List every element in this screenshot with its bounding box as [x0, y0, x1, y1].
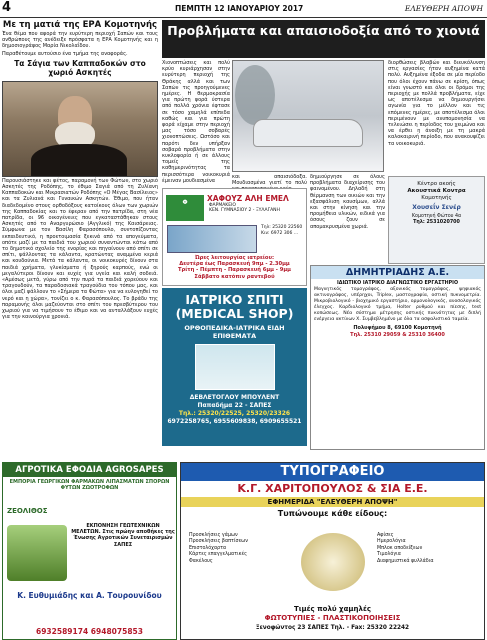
- left-article-intro2: Παραθέτουμε αυτούσιο ένα τμήμα της αναφοράς.: [2, 50, 128, 57]
- medical-shop-owner: ΔΕΒΛΕΤΟΓΛΟΥ ΜΠΟΥΛΕΝΤ: [189, 394, 280, 401]
- print-tagline: Τυπώνουμε κάθε είδους:: [277, 509, 388, 518]
- clinic-hours-title: Ώρες λειτουργίας ιατρείου:: [194, 255, 275, 261]
- dimitriadis-title: ΔΗΜΗΤΡΙΑΔΗΣ Α.Ε.: [311, 266, 484, 279]
- agrosapes-ad: [2, 462, 177, 640]
- hearing-phone: Τηλ: 2531020700: [413, 220, 460, 225]
- print-company: Κ.Γ. ΧΑΡΙΤΟΠΟΥΛΟΣ & ΣΙΑ Ε.Ε.: [237, 482, 428, 495]
- print-copies: ΦΩΤΟΤΥΠΙΕΣ - ΠΛΑΣΤΙΚΟΠΟΙΗΣΕΙΣ: [264, 614, 401, 622]
- medical-shop-ad: [162, 288, 307, 446]
- clinic-hours: [163, 255, 306, 280]
- list-item: Φακέλους: [189, 558, 213, 564]
- agro-subtitle: ΕΜΠΟΡΙΑ ΓΕΩΡΓΙΚΩΝ ΦΑΡΜΑΚΩΝ ΛΙΠΑΣΜΑΤΩΝ ΣΠΟΡΩΝ ΦΥΤΩΝ ΖΩΟΤΡΟΦΩΝ: [9, 479, 170, 491]
- print-footer: Ξενοφώντος 23 ΣΑΠΕΣ Τηλ. - Fax: 25320 22242: [255, 625, 410, 631]
- print-newspaper: ΕΦΗΜΕΡΙΔΑ "ΕΛΕΥΘΕΡΗ ΑΠΟΨΗ": [181, 497, 484, 507]
- agro-zeolite-label: ΖΕΟΛΙΘΟΣ: [7, 507, 48, 515]
- main-headline-banner: [162, 20, 485, 58]
- main-article-col2b-text: δημιούργησε σε όλους προβλήματα διαχείρισης του φαινομένου. Δηλαδή στη θέρμανση των οικιών και την εξασφάλιση καυσίμων, αλλά και στην κίνηση και την προμήθεια υλικών, ειδικά για όσους ζουν σε απομακρυσμένα χωριά.: [310, 174, 385, 230]
- list-item: Προσκλήσεις γάμων: [189, 533, 238, 538]
- agro-image: [7, 525, 67, 581]
- print-price-line: Τιμές πολύ χαμηλές: [293, 605, 371, 613]
- print-title: ΤΥΠΟΓΡΑΦΕΙΟ: [181, 463, 484, 481]
- hearing-line3: Κομοτηνής: [421, 195, 452, 201]
- pharmacy-type: ΦΑΡΜΑΚΕΙΟ: [209, 203, 236, 208]
- medical-shop-phone: Τηλ.: 25320/22525, 25320/23326: [178, 409, 291, 417]
- list-item: Διαφημιστικά φυλλάδια: [377, 558, 434, 564]
- list-item: Προσκλήσεις βαπτίσεων: [189, 539, 248, 545]
- main-article-col2b: [310, 174, 385, 230]
- medical-shop-title: ΙΑΤΡΙΚΟ ΣΠΙΤΙ (MEDICAL SHOP): [175, 292, 294, 321]
- print-list-1: [189, 533, 248, 565]
- medical-shop-image: [195, 344, 275, 390]
- left-article-intro: Ένα θέμα που αφορά την ευρύτερη περιοχή Σαπών και τους ανθρώπους της ανέδειξε πρόσφατα η ΕΡΑ Κομοτηνής και η δημοσιογράφος Μαρία Νικολαΐδου.: [2, 31, 158, 50]
- dimitriadis-subtitle: ΙΔΙΩΤΙΚΟ ΙΑΤΡΙΚΟ ΔΙΑΓΝΩΣΤΙΚΟ ΕΡΓΑΣΤΗΡΙΟ: [336, 281, 459, 286]
- main-article-col2-text: και απαισιόδοξα. Μουδιασμένα γιατί το πολύ: [232, 174, 307, 187]
- medical-shop-address: Παπαδήμα 22 - ΣΑΠΕΣ: [197, 401, 272, 409]
- issue-date: ΠΕΜΠΤΗ 12 ΙΑΝΟΥΑΡΙΟΥ 2017: [175, 4, 304, 13]
- list-item: Ημερολόγια: [377, 539, 406, 545]
- medical-shop-subtitle: ΟΡΘΟΠΕΔΙΚΑ-ΙΑΤΡΙΚΑ ΕΙΔΗ ΕΠΙΘΕΜΑΤΑ: [184, 324, 285, 340]
- medical-shop-mobiles: 6972258765, 6955609838, 6909655521: [167, 417, 302, 425]
- hearing-name: Χουσεΐν Σενέρ: [412, 204, 461, 211]
- main-article-col1-text: Χιονοπτώσεις και πολύ κρύο κυριάρχησαν στην ευρύτερη περιοχή της Θράκης αλλά και των Σαπών τις προηγούμενες ημέρες. Η θερμοκρασία για πρώτη φορά ύστερα από πολλά χρόνια έφτασε σε τόσο χαμηλά επίπεδα καθώς και για πρώτη φορά είχαμε στην περιοχή μας τόσο σοβαρές χιονοπτώσεις. Ωστόσο και παρότι δεν υπήρξαν σοβαρά προβλήματα στην κυκλοφορία ή σε άλλους τομείς της καθημερινότητας τα περισσότερα νοικοκυριά έμειναν μουδιασμένα: [162, 60, 230, 184]
- main-headline: Προβλήματα και απαισιοδοξία από το χιονιά: [167, 23, 480, 38]
- pharmacy-ad: [162, 188, 307, 286]
- print-shop-ad: [180, 462, 485, 640]
- hearing-line2: Ακουστικά Κοντρα: [407, 188, 466, 194]
- list-item: Επιστολόχαρτα: [189, 545, 227, 551]
- dimitriadis-services: Μαγνητικός τομογράφος, αξονικός τομογράφος, ψηφιακός ακτινογράφος, υπέρηχοι, Triplex, μαστογραφία, οστική πυκνομετρία. Μικροβιολογικό - βιοχημικό εργαστήριο, ορμονολογικός, ανοσολογικός έλεγχος. Καρδιολογικό τμήμα, Holter ρυθμού και πίεσης, test κοπώσεως. Νέα σύστημα μέτρησης οστικής πυκνότητας με διπλή ενέργεια ακτίνων Χ. Συμβεβλημένο με όλα τα ασφαλιστικά ταμεία.: [314, 287, 481, 322]
- left-article-subtitle: Τα Σάγια των Καππαδοκών στο χωριό Ασκητές: [14, 58, 146, 77]
- pharmacy-subtitle: [209, 203, 280, 213]
- list-item: Τιμολόγια: [377, 552, 401, 558]
- print-list-2: [377, 533, 434, 565]
- main-article-col3: [388, 60, 485, 147]
- agro-phones: 6932589174 6948075853: [36, 627, 143, 636]
- agro-owners: Κ. Ευθυμιάδης και Α. Τουρουνίδου: [17, 591, 162, 600]
- hearing-address: Κομοτηνή Φώτου 4α: [411, 214, 462, 219]
- hearing-contact: [389, 214, 484, 226]
- list-item: Μπλοκ αποδείξεων: [377, 545, 423, 551]
- hearing-header: [389, 177, 484, 202]
- print-services: [181, 529, 484, 603]
- hearing-line1: Κέντρο ακοής: [417, 181, 456, 187]
- dimitriadis-ad: [310, 265, 485, 450]
- agro-title: ΑΓΡΟΤΙΚΑ ΕΦΟΔΙΑ AGROSAPES: [3, 463, 176, 477]
- list-item: Αφίσες: [377, 533, 394, 538]
- left-article: [2, 20, 158, 460]
- dimitriadis-footer: [311, 325, 484, 338]
- page-header: [0, 0, 487, 18]
- left-article-body: Παρουσιάστηκε και φέτος, παραμονή των Φώτων, στο χωριό Ασκητές της Ροδόπης, το έθιμο Σαγιά από τη Ζυλίανη Καππαδοκών και Μικρασιατών Ροδόπης «Ο Μέγας Βασίλειος» και τα Ζυλιανά και Γυναικών Ασκητών. Έθιμο, που ήταν διαδεδομένο στους ορθοδόξους κατοίκους όλων των χωριών της Καππαδοκίας και το έφεραν από την πατρίδα, στη νέα πατρίδα, οι 96 οικογένειες που εγκαταστάθηκαν στους Ασκητές από το Αναργυρώσιο (Αγγλικό) της Καισάρειας. Σύμφωνα με τον Βασίλη Φαρασόπουλο, συντοπίζοντας εκπαιδευτικό, η προετοιμασία ξεκινά από τα απογεύματα, οπότε μαζί με τα παιδιά του χωριού συναντώνται κάτω από το δημοτικό σχολείο της ενορίας και πηγαίνουν από σπίτι σε σπίτι, ψάλλοντας τα κάλαντα, κρατώντας αναμμένα κεριά και κουδούνια. Μετά τα κάλαντα, οι νοικοκυρές δίνουν στα παιδιά χρήματα, γλυκίσματα ή ξηρούς καρπούς, ενώ οι μεγαλύτεροι δίνουν και ευχές για υγεία και καλή σοδειά. «Αμέσως μετά, γύρω από την πυρά τα παιδιά χορεύουν και τραγουδούν, τα παραδοσιακά τραγούδια του τόπου μας, και όλοι μαζί ψάλλουν το «Σήμερα τα Φώτα» για να ευλογηθεί το νερό και η χώρα», τονίζει ο κ. Φαρασόπουλος. Το βράδυ της παραμονής όλοι μαζεύονται στο σπίτι του πρεσβύτερου του χωριού για να τιμήσουν το έθιμο και να ανταλλάξουν ευχές για την καινούργια χρονιά.: [2, 177, 158, 321]
- left-article-title: Με τη ματιά της ΕΡΑ Κομοτηνής: [2, 20, 158, 30]
- pharmacy-address: ΚΕΝ. ΓΥΜΝΑΣΙΟΥ 2 - ΞΥΛΑΓΑΝΗ: [209, 208, 280, 213]
- hearing-center-ad: [388, 176, 485, 264]
- pharmacy-storefront-image: [167, 225, 257, 253]
- main-article-col1: [162, 60, 230, 184]
- agro-services: ΕΚΠΟΝΗΣΗ ΓΕΩΤΕΧΝΙΚΩΝ ΜΕΛΕΤΩΝ. Στις πρώην αποθήκες της Ένωσης Αγροτικών Συνεταιρισμών ΣΑΠΕΣ: [71, 523, 175, 548]
- snow-photo: [232, 60, 384, 172]
- dimitriadis-address: Πολυφήμου 8, 69100 Κομοτηνή: [353, 325, 442, 331]
- list-item: Κάρτες επαγγελματικές: [189, 552, 247, 558]
- print-badge-image: [301, 533, 365, 591]
- pharmacy-phones: Τηλ: 25320 22560 Κιν: 6972 306 ...: [261, 225, 303, 236]
- page-number: 4: [2, 0, 12, 15]
- pharmacy-name: ΧΑΦΟΥΖ ΑΛΗ ΕΜΕΛ: [207, 194, 289, 203]
- pharmacy-logo: Φ: [166, 195, 204, 221]
- clinic-hours-line1: Δευτέρα έως Παρασκευή 9πμ - 2.30μμ: [179, 261, 290, 268]
- clinic-hours-line2: Τρίτη - Πέμπτη - Παρασκευή 6μμ - 9μμ: [177, 267, 291, 274]
- masthead: ΕΛΕΥΘΕΡΗ ΑΠΟΨΗ: [404, 4, 483, 13]
- dimitriadis-phone: Τηλ. 25310 29059 & 25310 36400: [350, 331, 445, 338]
- priest-photo: [2, 81, 158, 177]
- clinic-hours-line3: Σάββατο κατόπιν ραντεβού: [194, 273, 275, 280]
- main-article-col3-text: διορθώσεις βλαβών και διευκόλυνση στις εργασίες ήταν αυξημένα κατά πολύ. Αυξημένα έξοδα σε μία περίοδο που όλοι έχουν πάνω σε κρίση, όπως είναι γνωστό και όλοι οι δρόμοι της περιοχής με πολλά προβλήματα, είχε ως αποτέλεσμα να δημιουργήσει αγωνία για το μέλλον και τις επόμενες ημέρες, με αποτέλεσμα όλοι περιμένουν με ανυπομονησία να τελειώσει η περίοδος του χειμώνα και να έρθει η άνοιξη με τη μακρά καλοκαιρινή περίοδο, που ανακουφίζει τα νοικοκυριά.: [388, 60, 485, 147]
